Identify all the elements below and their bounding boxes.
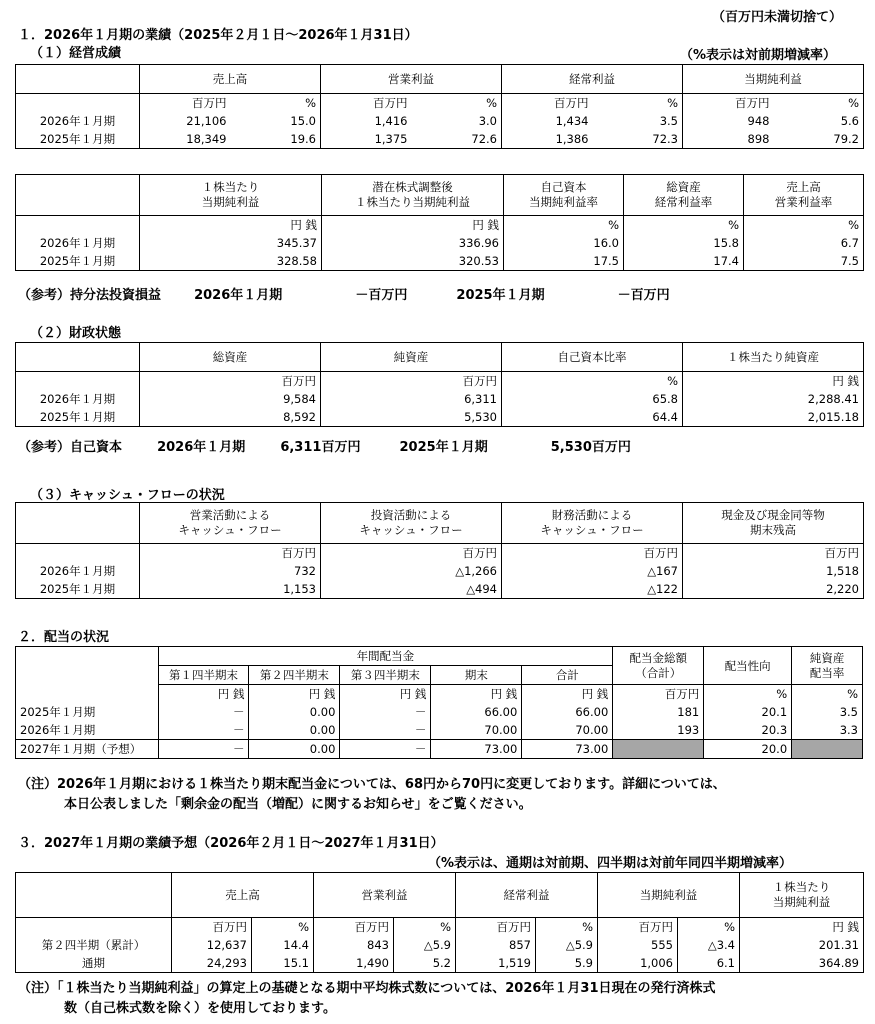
cell: 3.5 <box>792 703 863 721</box>
cell: 72.6 <box>412 130 502 149</box>
cell: 5.2 <box>394 954 456 973</box>
shaded-cell <box>792 740 863 759</box>
row-label: 2026年１月期 <box>16 112 140 130</box>
unit-cell: 円 銭 <box>683 372 864 391</box>
cell: 19.6 <box>231 130 321 149</box>
table-row <box>16 580 864 599</box>
cell: 732 <box>140 562 321 580</box>
row-label: 2025年１月期 <box>16 130 140 149</box>
cell: 66.00 <box>431 703 522 721</box>
corner-cell <box>16 503 140 544</box>
reference-label: （参考）自己資本 <box>18 440 123 455</box>
row-label: 第２四半期（累計） <box>16 936 172 954</box>
cell: 21,106 <box>186 114 227 128</box>
cell: － <box>340 703 431 721</box>
reference-value-2: －百万円 <box>617 288 670 303</box>
cell: △167 <box>502 562 683 580</box>
row-label: 2026年１月期 <box>16 390 140 408</box>
unit-cell: % <box>678 918 740 937</box>
unit-cell: % <box>252 918 314 937</box>
header-roe: 自己資本 当期純利益率 <box>504 175 624 216</box>
header-operating-profit: 営業利益 <box>321 65 502 94</box>
unit-cell: 円 銭 <box>740 918 864 937</box>
cell: 24,293 <box>172 954 252 973</box>
header-eps: １株当たり 当期純利益 <box>140 175 322 216</box>
section-1-title: １．2026年１月期の業績（2025年２月１日～2026年１月31日） <box>18 28 418 43</box>
unit-cell: % <box>394 918 456 937</box>
unit-cell: 百万円 <box>735 96 770 110</box>
cell: 64.4 <box>502 408 683 427</box>
row-label: 2025年１月期 <box>16 703 159 721</box>
cell: 17.4 <box>624 252 744 271</box>
header-operating-profit: 営業利益 <box>314 873 456 918</box>
unit-cell: 円 銭 <box>522 685 613 704</box>
cell: 20.0 <box>704 740 792 759</box>
header-q2: 第２四半期末 <box>249 666 340 685</box>
header-equity-ratio: 自己資本比率 <box>502 343 683 372</box>
header-total: 合計 <box>522 666 613 685</box>
cell: 65.8 <box>502 390 683 408</box>
table-row <box>16 562 864 580</box>
header-total-assets: 総資産 <box>140 343 321 372</box>
cell: 1,519 <box>456 954 536 973</box>
header-total-dividends: 配当金総額 （合計） <box>613 647 704 685</box>
unit-cell: 円 銭 <box>431 685 522 704</box>
cell: 12,637 <box>172 936 252 954</box>
unit-cell: 百万円 <box>373 96 408 110</box>
header-year-end: 期末 <box>431 666 522 685</box>
cell: △494 <box>321 580 502 599</box>
unit-cell: 百万円 <box>554 96 589 110</box>
unit-cell: % <box>593 94 683 113</box>
unit-label-cell <box>16 544 140 563</box>
cell: 2,015.18 <box>683 408 864 427</box>
cell: 72.3 <box>593 130 683 149</box>
cell: △5.9 <box>536 936 598 954</box>
cell: 1,490 <box>314 954 394 973</box>
cell: 1,375 <box>321 130 412 149</box>
row-label: 2026年１月期 <box>16 721 159 740</box>
forecast-note-line-1: （注）「１株当たり当期純利益」の算定上の基礎となる期中平均株式数については、2026年１月31日現在の発行済株式 <box>18 981 716 996</box>
cell: 181 <box>613 703 704 721</box>
cell: － <box>340 740 431 759</box>
cell: 20.3 <box>704 721 792 740</box>
cell: 1,518 <box>683 562 864 580</box>
cell: 20.1 <box>704 703 792 721</box>
header-operating-cf: 営業活動による キャッシュ・フロー <box>140 503 321 544</box>
cell: 1,416 <box>374 114 408 128</box>
unit-cell: % <box>744 216 864 235</box>
row-label: 2026年１月期 <box>16 234 140 252</box>
forecast-note-line-2: 数（自己株式数を除く）を使用しております。 <box>64 1001 336 1016</box>
reference-value-2: 5,530百万円 <box>550 440 631 455</box>
cell: 320.53 <box>322 252 504 271</box>
unit-label-cell <box>16 94 140 113</box>
cash-flow-table <box>15 502 864 599</box>
cell: 8,592 <box>140 408 321 427</box>
cell: 948 <box>747 114 770 128</box>
operating-results-table <box>15 64 864 149</box>
unit-cell: % <box>704 685 792 704</box>
unit-label-cell <box>16 216 140 235</box>
cell: 201.31 <box>740 936 864 954</box>
corner-cell <box>16 647 159 685</box>
unit-cell: 百万円 <box>140 544 321 563</box>
cell: △1,266 <box>321 562 502 580</box>
cell: 15.8 <box>624 234 744 252</box>
cell: 0.00 <box>249 703 340 721</box>
table-row <box>16 740 863 759</box>
header-financing-cf: 財務活動による キャッシュ・フロー <box>502 503 683 544</box>
row-label: 通期 <box>16 954 172 973</box>
reference-equity-method <box>18 284 670 303</box>
cell: 9,584 <box>140 390 321 408</box>
header-net-income: 当期純利益 <box>598 873 740 918</box>
cell: 555 <box>598 936 678 954</box>
header-roa: 総資産 経常利益率 <box>624 175 744 216</box>
cell: △3.4 <box>678 936 740 954</box>
dividends-table <box>15 646 863 759</box>
table-row <box>16 721 863 740</box>
cell: 843 <box>314 936 394 954</box>
cell: 345.37 <box>140 234 322 252</box>
reference-equity <box>18 436 631 455</box>
cell: 6,311 <box>321 390 502 408</box>
reference-label: （参考）持分法投資損益 <box>18 288 162 303</box>
header-sales: 売上高 <box>140 65 321 94</box>
header-operating-margin: 売上高 営業利益率 <box>744 175 864 216</box>
shaded-cell <box>613 740 704 759</box>
cell: 3.5 <box>593 112 683 130</box>
unit-cell: % <box>536 918 598 937</box>
unit-cell: 円 銭 <box>140 216 322 235</box>
cell: 2,220 <box>683 580 864 599</box>
unit-cell: % <box>231 94 321 113</box>
reference-period-2: 2025年１月期 <box>456 288 545 303</box>
unit-cell: 円 銭 <box>158 685 249 704</box>
cell: 17.5 <box>504 252 624 271</box>
percent-note: （%表示は対前期増減率） <box>680 48 837 63</box>
unit-label-cell <box>16 372 140 391</box>
unit-cell: % <box>624 216 744 235</box>
header-sales: 売上高 <box>172 873 314 918</box>
unit-note: （百万円未満切捨て） <box>712 10 843 25</box>
header-net-assets: 純資産 <box>321 343 502 372</box>
header-q3: 第３四半期末 <box>340 666 431 685</box>
cell: 73.00 <box>431 740 522 759</box>
header-ordinary-profit: 経常利益 <box>502 65 683 94</box>
cell: 0.00 <box>249 740 340 759</box>
cell: 193 <box>613 721 704 740</box>
header-investing-cf: 投資活動による キャッシュ・フロー <box>321 503 502 544</box>
unit-cell: 百万円 <box>598 918 678 937</box>
cell: 14.4 <box>252 936 314 954</box>
cell: 2,288.41 <box>683 390 864 408</box>
table-row <box>16 703 863 721</box>
cell: 3.3 <box>792 721 863 740</box>
row-label: 2026年１月期 <box>16 562 140 580</box>
cell: 3.0 <box>412 112 502 130</box>
corner-cell <box>16 873 172 918</box>
dividend-note-line-2: 本日公表しました「剰余金の配当（増配）に関するお知らせ」をご覧ください。 <box>64 797 532 812</box>
corner-cell <box>16 343 140 372</box>
cell: － <box>158 721 249 740</box>
unit-cell: % <box>792 685 863 704</box>
table-row <box>16 234 864 252</box>
unit-cell: 百万円 <box>456 918 536 937</box>
unit-cell: 百万円 <box>321 372 502 391</box>
cell: 6.1 <box>678 954 740 973</box>
cell: － <box>340 721 431 740</box>
cell: 79.2 <box>774 130 864 149</box>
cell: 73.00 <box>522 740 613 759</box>
cell: 6.7 <box>744 234 864 252</box>
corner-cell <box>16 65 140 94</box>
reference-value-1: 6,311百万円 <box>280 440 361 455</box>
header-net-income: 当期純利益 <box>683 65 864 94</box>
header-eps: １株当たり 当期純利益 <box>740 873 864 918</box>
unit-cell: 円 銭 <box>249 685 340 704</box>
cell: － <box>158 740 249 759</box>
header-payout-ratio: 配当性向 <box>704 647 792 685</box>
cell: 1,386 <box>502 130 593 149</box>
unit-cell: 百万円 <box>172 918 252 937</box>
cell: 898 <box>683 130 774 149</box>
cell: 15.1 <box>252 954 314 973</box>
cell: 0.00 <box>249 721 340 740</box>
unit-cell: 円 銭 <box>322 216 504 235</box>
cell: 5.6 <box>774 112 864 130</box>
header-cash-end: 現金及び現金同等物 期末残高 <box>683 503 864 544</box>
cell: － <box>158 703 249 721</box>
forecast-table <box>15 872 864 973</box>
unit-cell: 百万円 <box>683 544 864 563</box>
cell: 15.0 <box>231 112 321 130</box>
table-row <box>16 954 864 973</box>
cell: △122 <box>502 580 683 599</box>
forecast-percent-note: （%表示は、通期は対前期、四半期は対前年同四半期増減率） <box>428 856 793 871</box>
reference-period-1: 2026年１月期 <box>194 288 283 303</box>
cell: 5,530 <box>321 408 502 427</box>
section-2-title: ２．配当の状況 <box>18 630 110 645</box>
dividend-note-line-1: （注）2026年１月期における１株当たり期末配当金については、68円から70円に変更しております。詳細については、 <box>18 777 726 792</box>
row-label: 2025年１月期 <box>16 580 140 599</box>
table-row <box>16 252 864 271</box>
unit-cell: 百万円 <box>502 544 683 563</box>
row-label: 2025年１月期 <box>16 252 140 271</box>
cell: 70.00 <box>431 721 522 740</box>
cell: 66.00 <box>522 703 613 721</box>
table-row <box>16 112 864 130</box>
per-share-table <box>15 174 864 271</box>
cell: 364.89 <box>740 954 864 973</box>
cell: 18,349 <box>140 130 231 149</box>
row-label: 2027年１月期（予想） <box>16 740 159 759</box>
reference-period-2: 2025年１月期 <box>399 440 488 455</box>
table-row <box>16 130 864 149</box>
section-1-2-subtitle: （２）財政状態 <box>30 326 122 341</box>
header-dividend-on-equity: 純資産 配当率 <box>792 647 863 685</box>
header-annual-dividend: 年間配当金 <box>158 647 613 666</box>
cell: 5.9 <box>536 954 598 973</box>
table-row <box>16 936 864 954</box>
section-1-3-subtitle: （３）キャッシュ・フローの状況 <box>30 488 225 503</box>
unit-label-cell <box>16 918 172 937</box>
unit-cell: % <box>502 372 683 391</box>
unit-cell: % <box>504 216 624 235</box>
unit-cell: 百万円 <box>140 94 231 113</box>
reference-period-1: 2026年１月期 <box>157 440 246 455</box>
row-label: 2025年１月期 <box>16 408 140 427</box>
cell: 7.5 <box>744 252 864 271</box>
section-1-1-subtitle: （１）経営成績 <box>30 46 122 61</box>
unit-cell: 百万円 <box>321 544 502 563</box>
cell: △5.9 <box>394 936 456 954</box>
unit-cell: % <box>774 94 864 113</box>
cell: 16.0 <box>504 234 624 252</box>
cell: 70.00 <box>522 721 613 740</box>
table-row <box>16 408 864 427</box>
header-diluted-eps: 潜在株式調整後 １株当たり当期純利益 <box>322 175 504 216</box>
section-3-title: ３．2027年１月期の業績予想（2026年２月１日～2027年１月31日） <box>18 836 444 851</box>
financial-position-table <box>15 342 864 427</box>
cell: 1,153 <box>140 580 321 599</box>
header-bps: １株当たり純資産 <box>683 343 864 372</box>
unit-cell: 百万円 <box>314 918 394 937</box>
header-q1: 第１四半期末 <box>158 666 249 685</box>
unit-cell: 百万円 <box>613 685 704 704</box>
unit-cell: 百万円 <box>140 372 321 391</box>
reference-value-1: －百万円 <box>355 288 408 303</box>
cell: 1,006 <box>598 954 678 973</box>
unit-cell: % <box>412 94 502 113</box>
corner-cell <box>16 175 140 216</box>
cell: 1,434 <box>555 114 589 128</box>
unit-label-cell <box>16 685 159 704</box>
unit-cell: 円 銭 <box>340 685 431 704</box>
cell: 857 <box>456 936 536 954</box>
table-row <box>16 390 864 408</box>
cell: 336.96 <box>322 234 504 252</box>
header-ordinary-profit: 経常利益 <box>456 873 598 918</box>
cell: 328.58 <box>140 252 322 271</box>
